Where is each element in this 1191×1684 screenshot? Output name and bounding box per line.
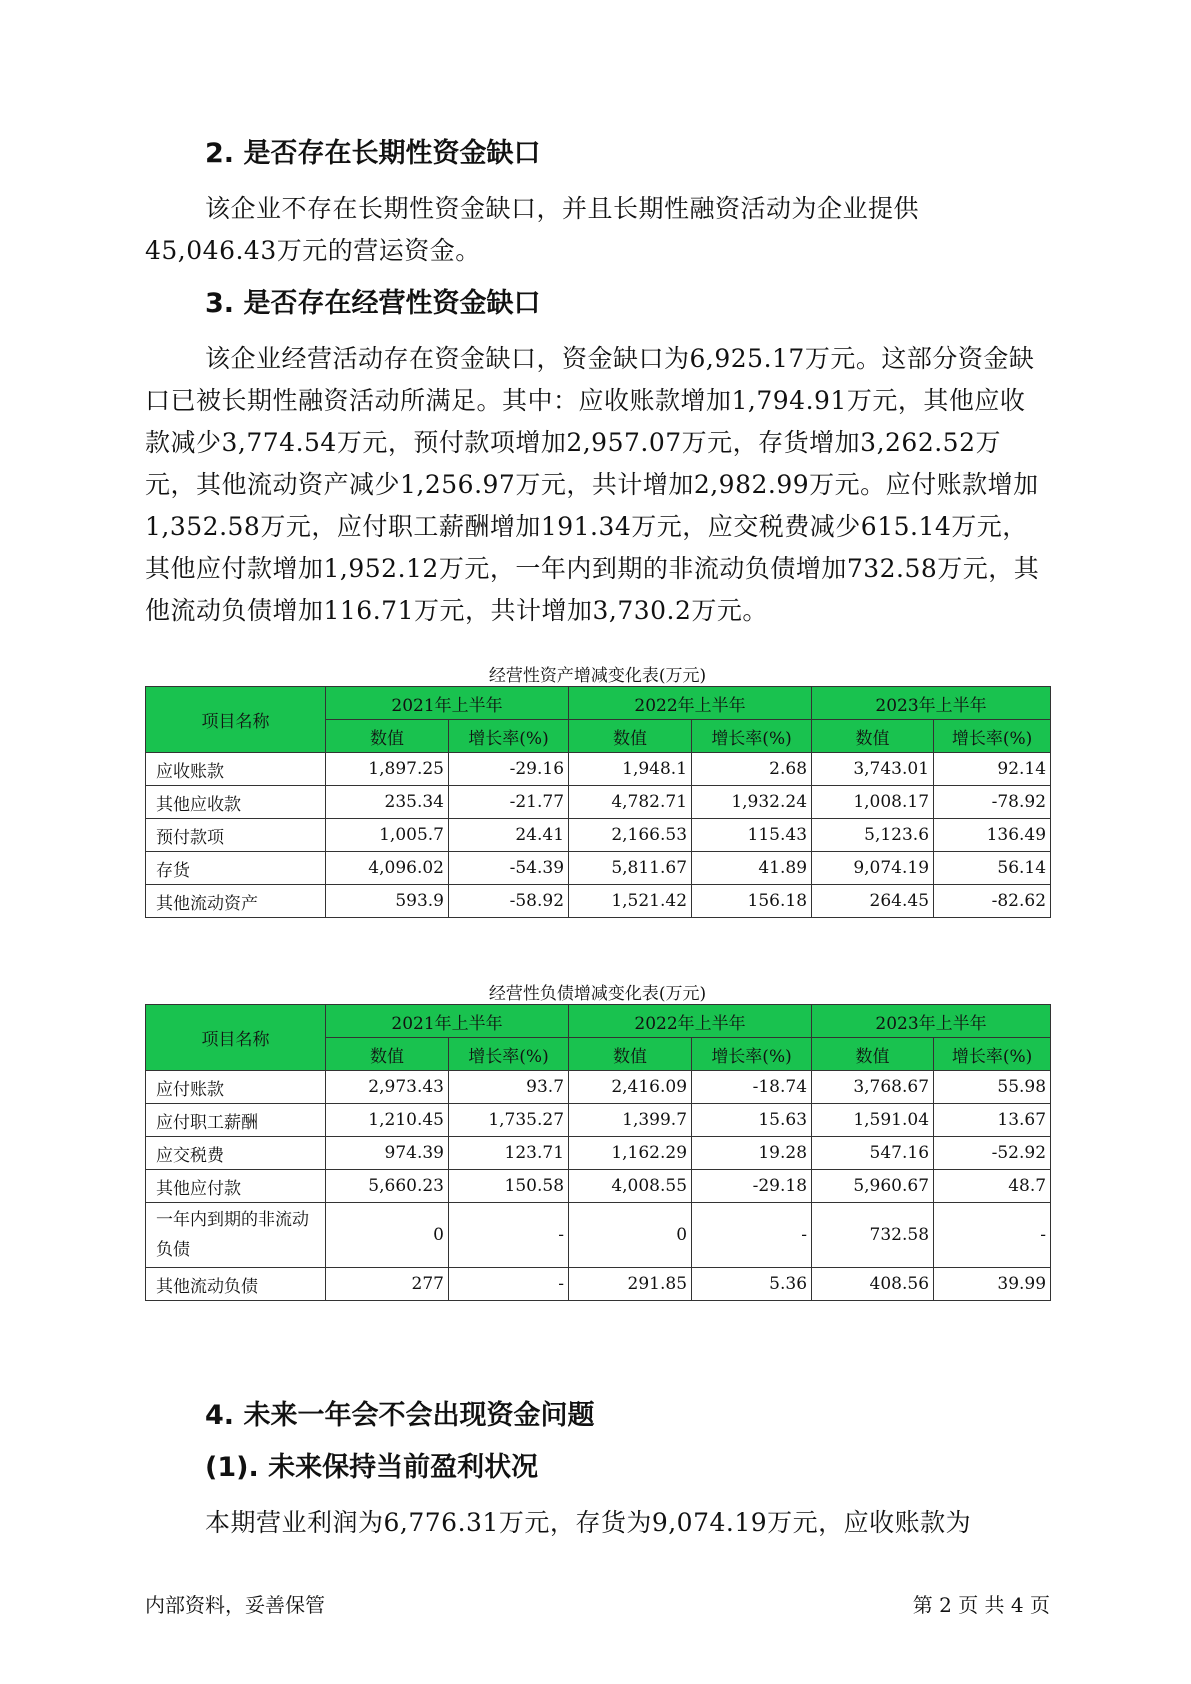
section-sub-heading-future: (1). 未来保持当前盈利状况 <box>205 1452 539 1483</box>
cell-value: 4,782.71 <box>569 786 692 819</box>
table-row <box>146 1071 1051 1104</box>
cell-value: 1,005.7 <box>326 819 449 852</box>
header-growth: 增长率(%) <box>692 720 812 753</box>
header-value: 数值 <box>326 720 449 753</box>
header-period-2021: 2021年上半年 <box>326 687 569 720</box>
cell-value: 277 <box>326 1268 449 1301</box>
cell-growth: -52.92 <box>934 1137 1051 1170</box>
cell-value: 1,521.42 <box>569 885 692 918</box>
cell-value: 547.16 <box>812 1137 934 1170</box>
row-name: 应付职工薪酬 <box>146 1104 326 1137</box>
cell-value: 2,973.43 <box>326 1071 449 1104</box>
header-value: 数值 <box>569 720 692 753</box>
cell-value: 408.56 <box>812 1268 934 1301</box>
table-row <box>146 1203 1051 1268</box>
cell-growth: -18.74 <box>692 1071 812 1104</box>
cell-growth: -58.92 <box>449 885 569 918</box>
section-heading-operating: 3. 是否存在经营性资金缺口 <box>205 288 541 319</box>
cell-value: 5,123.6 <box>812 819 934 852</box>
cell-value: 1,897.25 <box>326 753 449 786</box>
row-name: 应收账款 <box>146 753 326 786</box>
cell-growth: 56.14 <box>934 852 1051 885</box>
row-name: 存货 <box>146 852 326 885</box>
section-heading-long-term: 2. 是否存在长期性资金缺口 <box>205 138 541 169</box>
header-value: 数值 <box>812 1038 934 1071</box>
row-name: 应付账款 <box>146 1071 326 1104</box>
cell-growth: 2.68 <box>692 753 812 786</box>
cell-growth: -78.92 <box>934 786 1051 819</box>
cell-value: 4,008.55 <box>569 1170 692 1203</box>
cell-value: 1,399.7 <box>569 1104 692 1137</box>
cell-value: 0 <box>326 1203 449 1268</box>
cell-value: 235.34 <box>326 786 449 819</box>
asset-table <box>145 686 1051 918</box>
cell-growth: 1,932.24 <box>692 786 812 819</box>
header-period-2021: 2021年上半年 <box>326 1005 569 1038</box>
table-row <box>146 1268 1051 1301</box>
cell-growth: 156.18 <box>692 885 812 918</box>
cell-growth: 92.14 <box>934 753 1051 786</box>
cell-value: 5,960.67 <box>812 1170 934 1203</box>
table-row <box>146 1104 1051 1137</box>
cell-growth: 123.71 <box>449 1137 569 1170</box>
cell-growth: 24.41 <box>449 819 569 852</box>
cell-growth: 150.58 <box>449 1170 569 1203</box>
asset-table-caption: 经营性资产增减变化表(万元) <box>488 666 707 686</box>
cell-growth: - <box>449 1203 569 1268</box>
cell-growth: 41.89 <box>692 852 812 885</box>
cell-growth: -54.39 <box>449 852 569 885</box>
row-name: 其他应付款 <box>146 1170 326 1203</box>
cell-growth: -82.62 <box>934 885 1051 918</box>
cell-value: 0 <box>569 1203 692 1268</box>
cell-growth: - <box>934 1203 1051 1268</box>
cell-value: 4,096.02 <box>326 852 449 885</box>
header-item-name: 项目名称 <box>146 687 326 753</box>
footer-confidential-note: 内部资料，妥善保管 <box>145 1593 325 1617</box>
liability-table <box>145 1004 1051 1301</box>
cell-value: 1,591.04 <box>812 1104 934 1137</box>
cell-value: 2,416.09 <box>569 1071 692 1104</box>
paragraph-future: 本期营业利润为6,776.31万元，存货为9,074.19万元，应收账款为 <box>205 1508 972 1537</box>
cell-value: 1,008.17 <box>812 786 934 819</box>
header-period-2023: 2023年上半年 <box>812 687 1051 720</box>
cell-growth: 136.49 <box>934 819 1051 852</box>
cell-value: 264.45 <box>812 885 934 918</box>
cell-growth: -29.16 <box>449 753 569 786</box>
table-row <box>146 1137 1051 1170</box>
cell-value: 593.9 <box>326 885 449 918</box>
row-name: 预付款项 <box>146 819 326 852</box>
cell-value: 1,948.1 <box>569 753 692 786</box>
row-name: 其他流动负债 <box>146 1268 326 1301</box>
row-name: 应交税费 <box>146 1137 326 1170</box>
table-row <box>146 852 1051 885</box>
cell-growth: -21.77 <box>449 786 569 819</box>
cell-value: 732.58 <box>812 1203 934 1268</box>
cell-value: 5,811.67 <box>569 852 692 885</box>
cell-growth: 55.98 <box>934 1071 1051 1104</box>
cell-value: 3,743.01 <box>812 753 934 786</box>
cell-growth: 15.63 <box>692 1104 812 1137</box>
row-name: 其他应收款 <box>146 786 326 819</box>
cell-value: 291.85 <box>569 1268 692 1301</box>
header-item-name: 项目名称 <box>146 1005 326 1071</box>
header-growth: 增长率(%) <box>692 1038 812 1071</box>
row-name: 其他流动资产 <box>146 885 326 918</box>
cell-growth: 13.67 <box>934 1104 1051 1137</box>
cell-value: 2,166.53 <box>569 819 692 852</box>
table-row <box>146 885 1051 918</box>
cell-growth: -29.18 <box>692 1170 812 1203</box>
header-period-2023: 2023年上半年 <box>812 1005 1051 1038</box>
header-growth: 增长率(%) <box>449 720 569 753</box>
header-period-2022: 2022年上半年 <box>569 687 812 720</box>
cell-growth: 5.36 <box>692 1268 812 1301</box>
header-growth: 增长率(%) <box>449 1038 569 1071</box>
row-name: 一年内到期的非流动负债 <box>146 1203 326 1268</box>
cell-value: 974.39 <box>326 1137 449 1170</box>
cell-value: 3,768.67 <box>812 1071 934 1104</box>
table-row <box>146 819 1051 852</box>
cell-value: 1,162.29 <box>569 1137 692 1170</box>
cell-growth: 93.7 <box>449 1071 569 1104</box>
section-heading-future: 4. 未来一年会不会出现资金问题 <box>205 1400 595 1431</box>
cell-growth: - <box>449 1268 569 1301</box>
header-period-2022: 2022年上半年 <box>569 1005 812 1038</box>
header-growth: 增长率(%) <box>934 720 1051 753</box>
liability-table-caption: 经营性负债增减变化表(万元) <box>488 984 707 1004</box>
header-value: 数值 <box>326 1038 449 1071</box>
paragraph-operating: 该企业经营活动存在资金缺口，资金缺口为6,925.17万元。这部分资金缺口已被长期性融资活动所满足。其中：应收账款增加1,794.91万元，其他应收款减少3,774.54万元，预付款项增加2,957.07万元，存货增加3,262.52万元，其他流动资产减少1,256.97万元，共计增加2,982.99万元。应付账款增加1,352.58万元，应付职工薪酬增加191.34万元，应交税费减少615.14万元，其他应付款增加1,952.12万元，一年内到期的非流动负债增加732.58万元，其他流动负债增加116.71万元，共计增加3,730.2万元。 <box>145 344 1040 625</box>
cell-value: 5,660.23 <box>326 1170 449 1203</box>
table-row <box>146 786 1051 819</box>
cell-growth: 1,735.27 <box>449 1104 569 1137</box>
paragraph-long-term: 该企业不存在长期性资金缺口，并且长期性融资活动为企业提供45,046.43万元的营运资金。 <box>145 194 920 265</box>
cell-growth: - <box>692 1203 812 1268</box>
cell-growth: 39.99 <box>934 1268 1051 1301</box>
cell-value: 1,210.45 <box>326 1104 449 1137</box>
header-value: 数值 <box>569 1038 692 1071</box>
header-growth: 增长率(%) <box>934 1038 1051 1071</box>
cell-value: 9,074.19 <box>812 852 934 885</box>
footer-page-number: 第 2 页 共 4 页 <box>912 1593 1050 1617</box>
header-value: 数值 <box>812 720 934 753</box>
table-row <box>146 1170 1051 1203</box>
cell-growth: 115.43 <box>692 819 812 852</box>
cell-growth: 48.7 <box>934 1170 1051 1203</box>
cell-growth: 19.28 <box>692 1137 812 1170</box>
table-row <box>146 753 1051 786</box>
